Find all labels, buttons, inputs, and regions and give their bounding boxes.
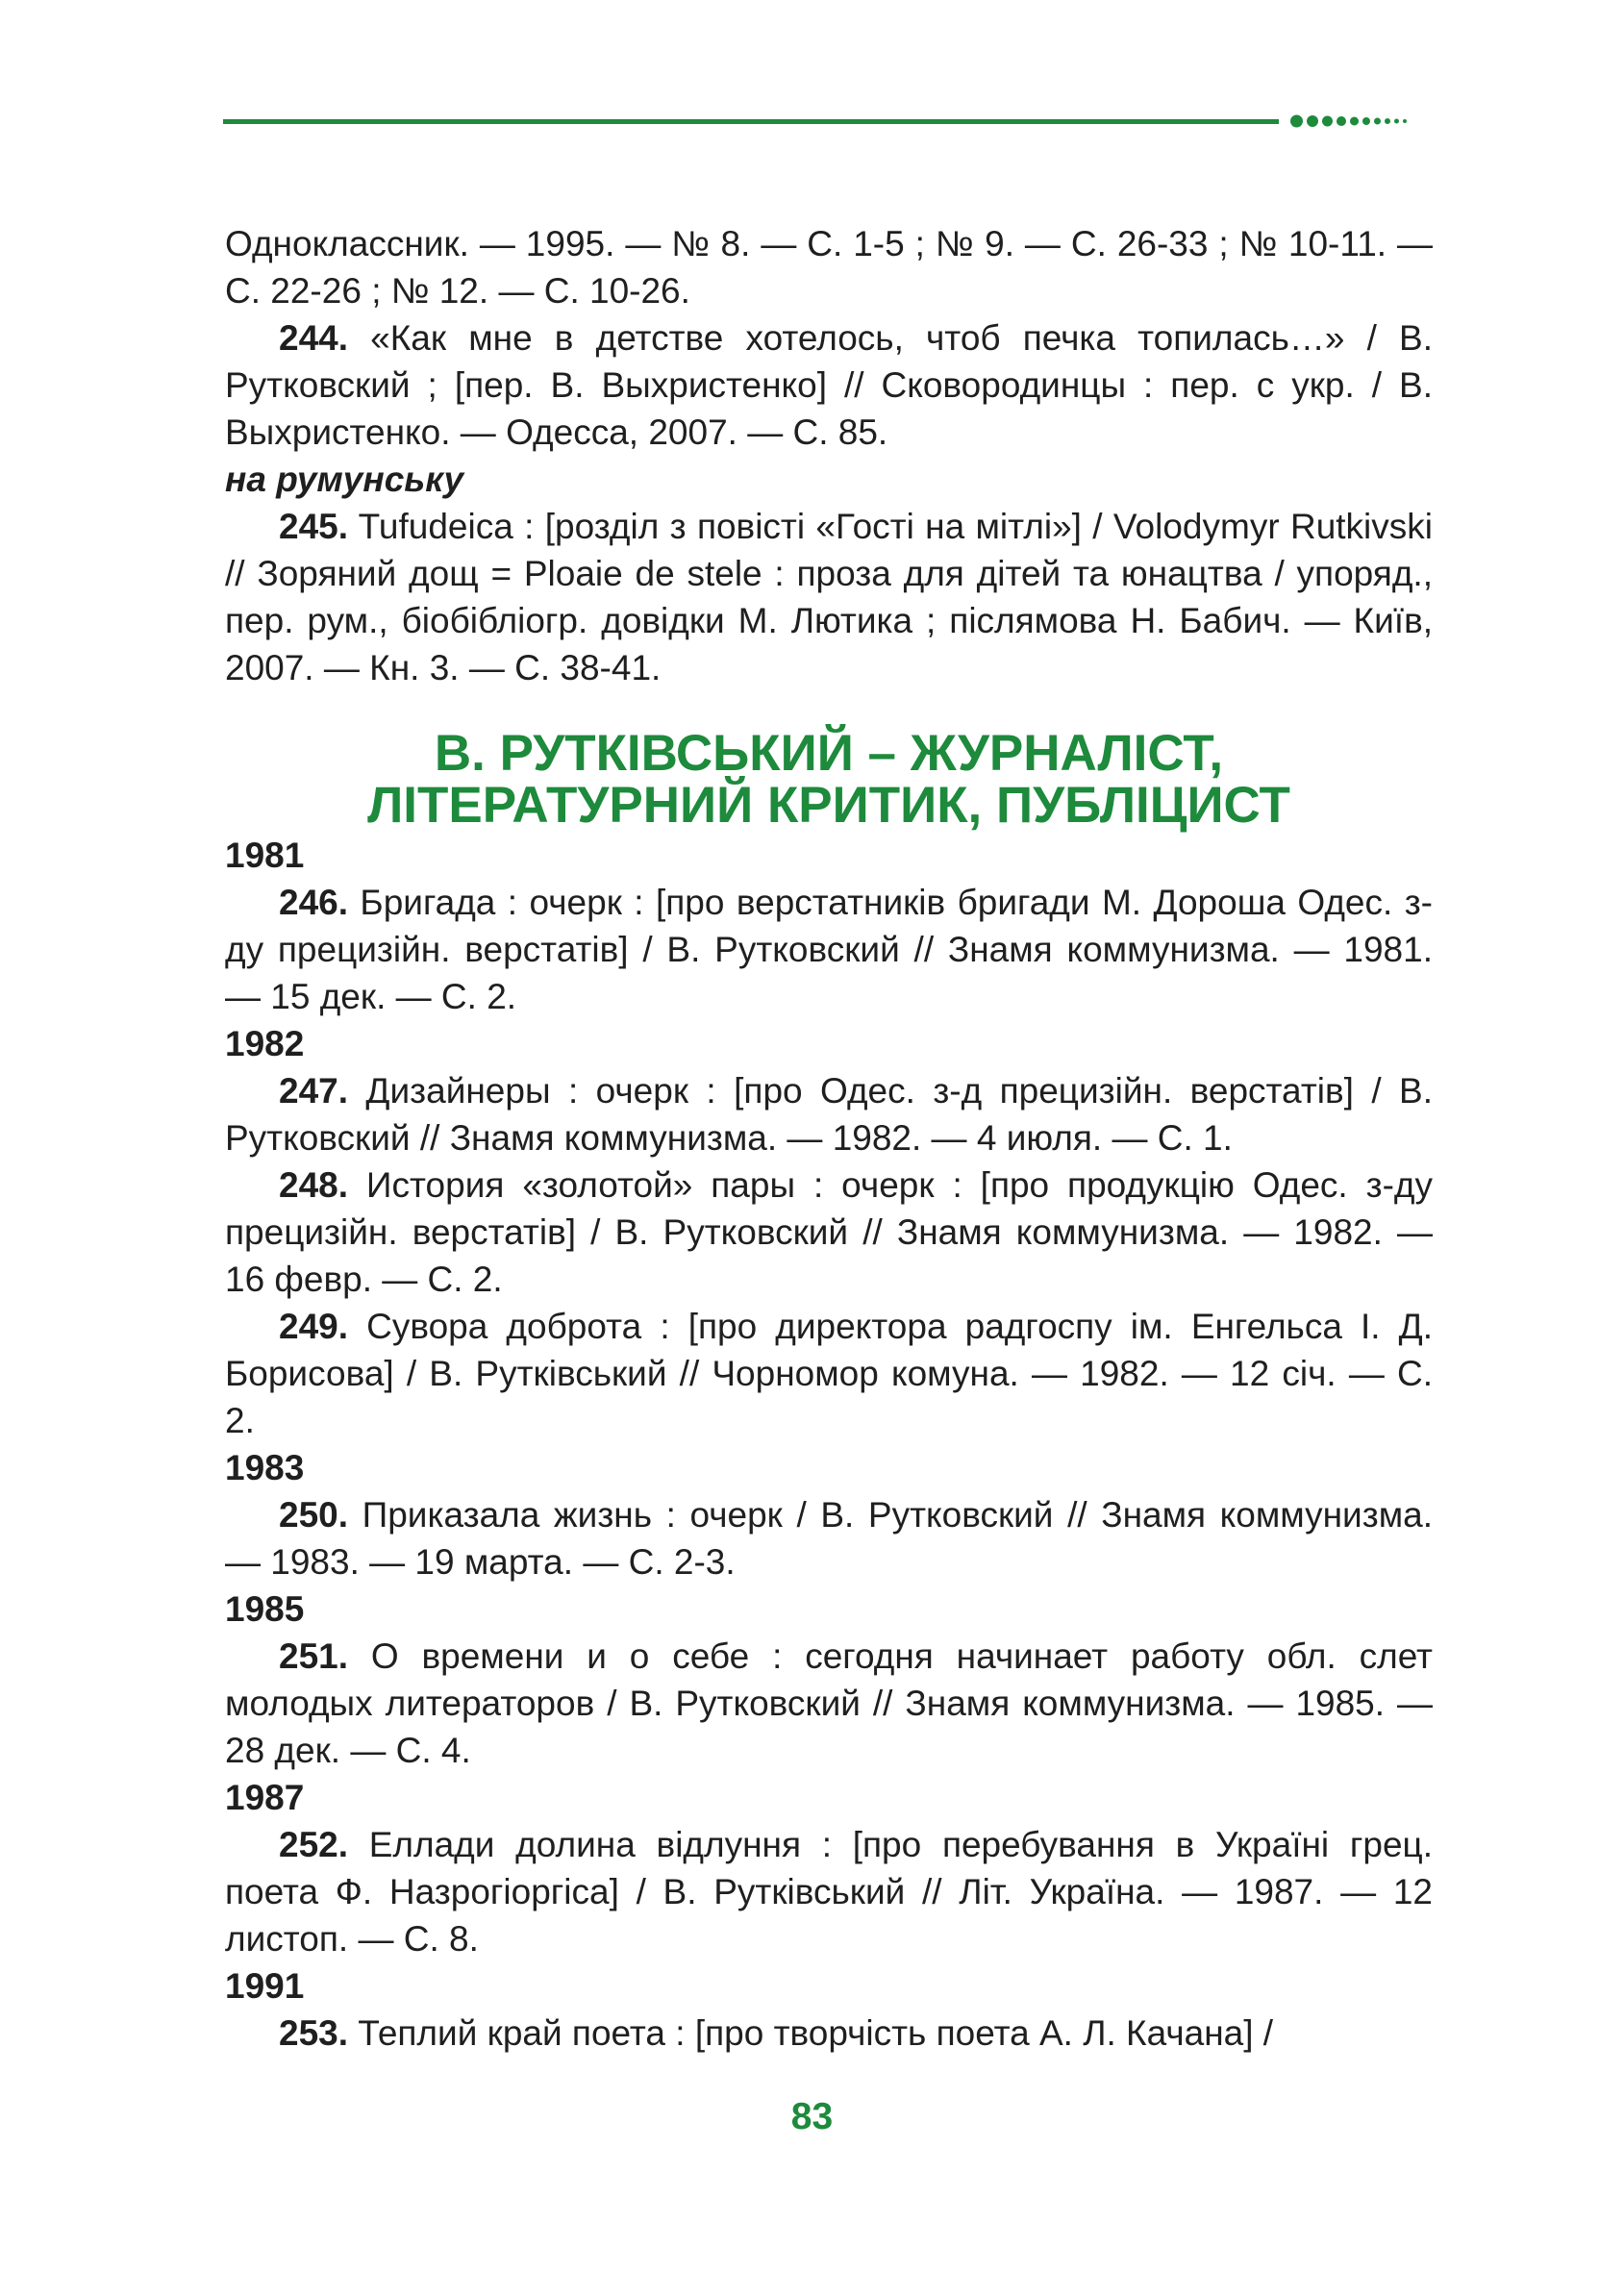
entry-text: История «золотой» пары : очерк : [про продукцію Одес. з-ду прецизійн. верстатів] / В. Рутковский // Знамя коммунизма. — 1982. — 16 февр. — С. 2. <box>225 1165 1433 1299</box>
bib-entry-250 <box>225 1491 1433 1585</box>
entry-number: 249. <box>279 1307 349 1346</box>
bib-entry-247 <box>225 1067 1433 1161</box>
section-title-line-2: ЛІТЕРАТУРНИЙ КРИТИК, ПУБЛІЦИСТ <box>367 777 1290 834</box>
entry-text: Теплий край поета : [про творчість поета А. Л. Качана] / <box>348 2013 1274 2053</box>
bib-entry-253 <box>225 2010 1433 2057</box>
year-heading-1987: 1987 <box>225 1778 305 1817</box>
entry-number: 253. <box>279 2013 349 2053</box>
entry-text: Дизайнеры : очерк : [про Одес. з-д прецизійн. верстатів] / В. Рутковский // Знамя коммунизма. — 1982. — 4 июля. — С. 1. <box>225 1071 1433 1158</box>
entry-number: 250. <box>279 1495 349 1535</box>
header-dot <box>1307 115 1318 127</box>
header-dot <box>1337 116 1346 126</box>
bib-entry-246 <box>225 879 1433 1020</box>
entry-number: 247. <box>279 1071 349 1111</box>
header-dot <box>1374 118 1381 125</box>
entry-text: Еллади долина відлуння : [про перебування в Україні грец. поета Ф. Назрогіоргіса] / В. Рутківський // Літ. Україна. — 1987. — 12 листоп. — С. 8. <box>225 1825 1433 1959</box>
section-title <box>225 725 1433 834</box>
entry-text: Tufudeica : [розділ з повісті «Гості на мітлі»] / Volodymyr Rutkivski // Зоряний дощ = Ploaie de stele : проза для дітей та юнацтва / упоряд., пер. рум., біобібліогр. довідки М. Лютика ; післямова Н. Бабич. — Київ, 2007. — Кн. 3. — С. 38-41. <box>225 507 1433 687</box>
entry-text: «Как мне в детстве хотелось, чтоб печка топилась…» / В. Рутковский ; [пер. В. Выхристенко] // Сковородинцы : пер. с укр. / В. Выхристенко. — Одесса, 2007. — С. 85. <box>225 318 1433 452</box>
entry-number: 246. <box>279 883 349 922</box>
header-dot <box>1394 119 1399 124</box>
entry-number: 245. <box>279 507 349 546</box>
language-subheading: на румунську <box>225 460 464 499</box>
entry-number: 244. <box>279 318 349 358</box>
continuation-text: Одноклассник. — 1995. — № 8. — С. 1-5 ; № 9. — С. 26-33 ; № 10-11. — С. 22-26 ; № 12. — С. 10-26. <box>225 224 1433 311</box>
header-dot <box>1385 118 1390 124</box>
year-heading-1981: 1981 <box>225 836 305 875</box>
header-dot <box>1362 117 1370 125</box>
section-title-line-1: В. РУТКІВСЬКИЙ – ЖУРНАЛІСТ, <box>434 725 1224 782</box>
page-content <box>225 220 1433 2057</box>
bib-entry-244 <box>225 314 1433 456</box>
header-dots <box>1290 113 1435 129</box>
entry-text: О времени и о себе : сегодня начинает работу обл. слет молодых литераторов / В. Рутковский // Знамя коммунизма. — 1985. — 28 дек. — С. 4. <box>225 1636 1433 1770</box>
header-dot <box>1322 116 1333 127</box>
entry-text: Сувора доброта : [про директора радгоспу ім. Енгельса І. Д. Борисова] / В. Рутківський // Чорномор комуна. — 1982. — 12 січ. — С. 2. <box>225 1307 1433 1440</box>
year-heading-1983: 1983 <box>225 1448 305 1487</box>
year-heading-1991: 1991 <box>225 1966 305 2006</box>
entry-text: Приказала жизнь : очерк / В. Рутковский // Знамя коммунизма. — 1983. — 19 марта. — С. 2-3. <box>225 1495 1433 1582</box>
header-rule <box>223 119 1279 124</box>
year-heading-1985: 1985 <box>225 1589 305 1629</box>
bib-entry-249 <box>225 1303 1433 1444</box>
header-dot <box>1350 117 1359 126</box>
header-dot <box>1403 119 1407 123</box>
year-heading-1982: 1982 <box>225 1024 305 1063</box>
bib-entry-251 <box>225 1633 1433 1774</box>
header-dot <box>1290 115 1303 128</box>
bib-entry-252 <box>225 1821 1433 1962</box>
bib-entry-248 <box>225 1161 1433 1303</box>
bib-entry-245 <box>225 503 1433 691</box>
entry-text: Бригада : очерк : [про верстатників бригади М. Дороша Одес. з-ду прецизійн. верстатів] / В. Рутковский // Знамя коммунизма. — 1981. — 15 дек. — С. 2. <box>225 883 1433 1016</box>
entry-number: 251. <box>279 1636 349 1676</box>
entry-number: 252. <box>279 1825 349 1864</box>
page-number: 83 <box>790 2096 834 2137</box>
entry-number: 248. <box>279 1165 349 1205</box>
